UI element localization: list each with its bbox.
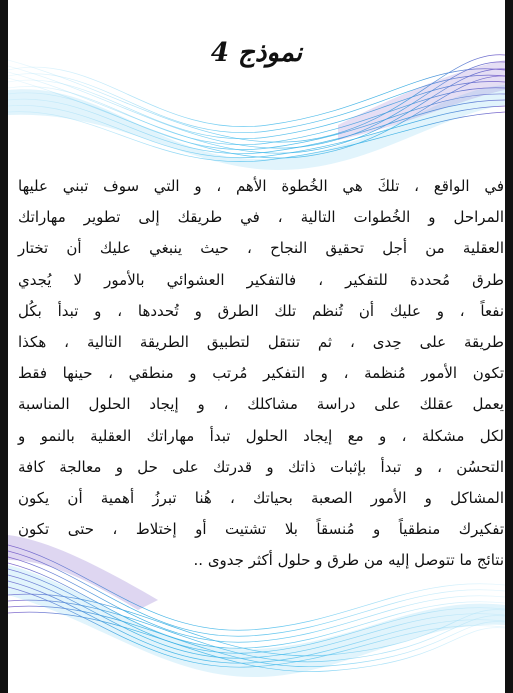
document-title: نموذج 4 xyxy=(210,38,303,68)
body-line: المشاكل و الأمور الصعبة بحياتك ، هُنا تبرزُ أهمية أن يكون xyxy=(18,488,504,507)
body-line: نتائج ما تتوصل إليه من طرق و حلول أكثر جدوى .. xyxy=(193,551,504,570)
body-line: تكون الأمور مُنظمة ، و التفكير مُرتب و منطقي ، حينها فقط xyxy=(18,364,504,383)
body-line: العقلية من أجل تحقيق النجاح ، حيث ينبغي عليك أن تختار xyxy=(18,239,504,258)
body-line: تفكيرك منطقياً و مُنسقاً بلا تشتيت أو إختلاط ، حتى تكون xyxy=(18,520,504,539)
body-line: طريقة على حِدى ، ثم تنتقل لتطبيق الطريقة التالية ، هكذا xyxy=(18,332,504,351)
document-body xyxy=(18,171,504,576)
body-line: طرق مُحددة للتفكير ، فالتفكير العشوائي بالأمور لا يُجدي xyxy=(18,270,504,289)
body-line: المراحل و الخُطوات التالية ، في طريقك إلى تطوير مهاراتك xyxy=(18,208,504,227)
body-line: نفعاً ، و عليك أن تُنظم تلك الطرق و تُحددها ، و تبدأ بكُل xyxy=(18,301,504,320)
body-line: لكل مشكلة ، و مع إيجاد الحلول تبدأ مهاراتك العقلية بالنمو و xyxy=(18,426,504,445)
body-line: التحسُن ، و تبدأ بإثبات ذاتك و قدرتك على حل و معالجة كافة xyxy=(18,457,504,476)
document-page xyxy=(8,0,505,693)
body-line: في الواقع ، تلكَ هي الخُطوة الأهم ، و التي سوف تبني عليها xyxy=(18,177,504,195)
body-line: يعمل عقلك على دراسة مشاكلك ، و إيجاد الحلول المناسبة xyxy=(18,395,504,414)
